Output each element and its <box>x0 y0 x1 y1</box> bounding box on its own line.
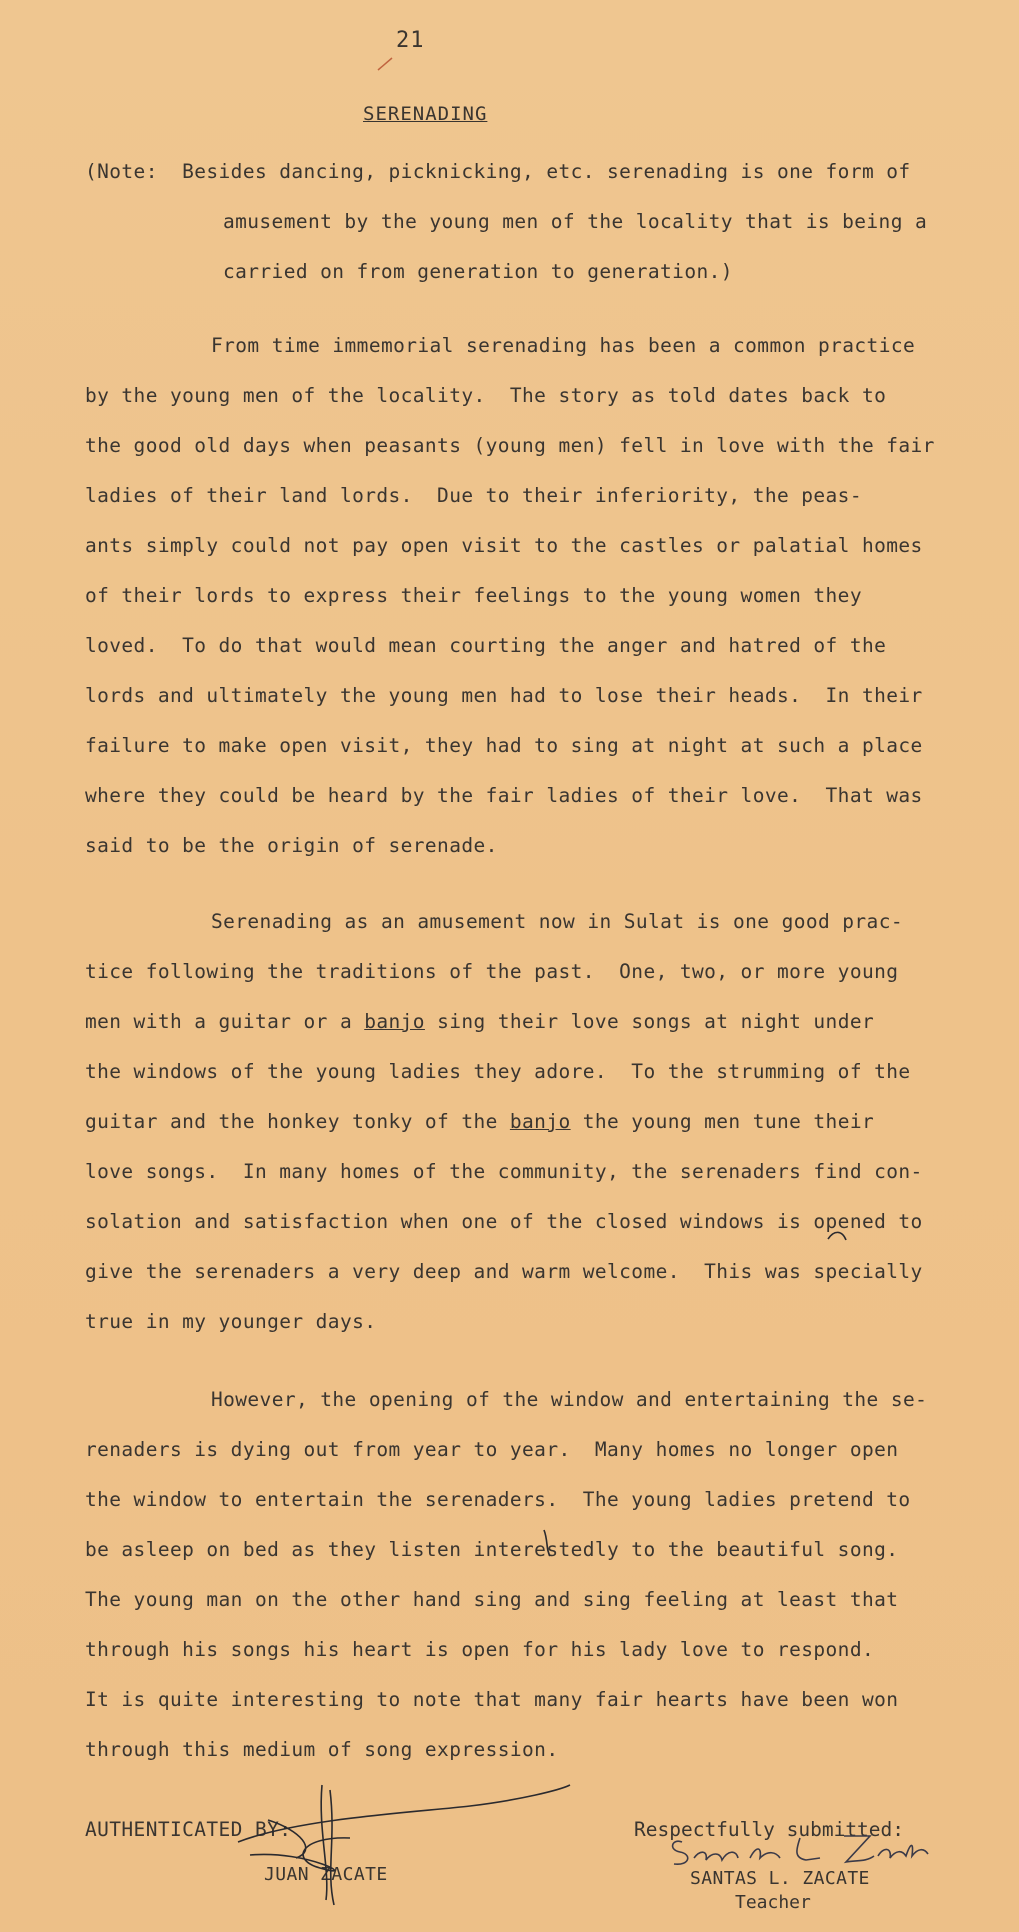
paragraph-line: ants simply could not pay open visit to the castles or palatial homes <box>85 534 923 557</box>
paragraph-line: solation and satisfaction when one of the closed windows is opened to <box>85 1210 923 1233</box>
paragraph-line: through his songs his heart is open for his lady love to respond. <box>85 1638 875 1661</box>
authenticator-name: JUAN ZACATE <box>264 1864 388 1885</box>
paragraph-line: failure to make open visit, they had to sing at night at such a place <box>85 734 923 757</box>
underlined-word: banjo <box>364 1010 425 1033</box>
paragraph-line <box>85 1010 874 1033</box>
paragraph-line: However, the opening of the window and entertaining the se- <box>211 1388 928 1411</box>
submitted-label: Respectfully submitted: <box>634 1818 905 1841</box>
paragraph-line: true in my younger days. <box>85 1310 377 1333</box>
submitter-role: Teacher <box>735 1892 811 1913</box>
note-line: (Note: Besides dancing, picknicking, etc. serenading is one form of <box>85 160 911 183</box>
paragraph-line: It is quite interesting to note that many fair hearts have been won <box>85 1688 899 1711</box>
paragraph-line: lords and ultimately the young men had to lose their heads. In their <box>85 684 923 707</box>
paragraph-line: be asleep on bed as they listen interestedly to the beautiful song. <box>85 1538 899 1561</box>
page-number: 21 <box>396 28 425 53</box>
paragraph-line: The young man on the other hand sing and sing feeling at least that <box>85 1588 899 1611</box>
paragraph-line <box>85 1110 874 1133</box>
text-segment: men with a guitar or a <box>85 1010 365 1033</box>
paragraph-line: the windows of the young ladies they adore. To the strumming of the <box>85 1060 911 1083</box>
paragraph-line: love songs. In many homes of the community, the serenaders find con- <box>85 1160 923 1183</box>
note-line: amusement by the young men of the locality that is being a <box>223 210 928 233</box>
paragraph-line: renaders is dying out from year to year. Many homes no longer open <box>85 1438 899 1461</box>
authenticated-label: AUTHENTICATED BY: <box>85 1818 292 1841</box>
paragraph-line: From time immemorial serenading has been a common practice <box>211 334 916 357</box>
text-segment: the young men tune their <box>570 1110 875 1133</box>
paragraph-line: the good old days when peasants (young men) fell in love with the fair <box>85 434 935 457</box>
authenticator-signature-scribble <box>238 1785 570 1905</box>
paragraph-line: ladies of their land lords. Due to their inferiority, the peas- <box>85 484 862 507</box>
paragraph-line: by the young men of the locality. The story as told dates back to <box>85 384 887 407</box>
paragraph-line: loved. To do that would mean courting the anger and hatred of the <box>85 634 887 657</box>
paragraph-line: the window to entertain the serenaders. The young ladies pretend to <box>85 1488 911 1511</box>
paragraph-line: said to be the origin of serenade. <box>85 834 498 857</box>
paragraph-line: through this medium of song expression. <box>85 1738 559 1761</box>
paragraph-line: Serenading as an amusement now in Sulat is one good prac- <box>211 910 903 933</box>
paragraph-line: give the serenaders a very deep and warm welcome. This was specially <box>85 1260 923 1283</box>
paragraph-line: where they could be heard by the fair ladies of their love. That was <box>85 784 923 807</box>
page-check-mark <box>378 58 392 70</box>
document-title: SERENADING <box>363 103 488 125</box>
paragraph-line: tice following the traditions of the past. One, two, or more young <box>85 960 899 983</box>
text-segment: sing their love songs at night under <box>424 1010 875 1033</box>
submitter-name: SANTAS L. ZACATE <box>690 1868 870 1889</box>
underlined-word: banjo <box>509 1110 571 1133</box>
note-line: carried on from generation to generation.) <box>223 260 733 283</box>
text-segment: guitar and the honkey tonky of the <box>85 1110 510 1133</box>
correction-mark <box>828 1232 846 1240</box>
paragraph-line: of their lords to express their feelings to the young women they <box>85 584 862 607</box>
